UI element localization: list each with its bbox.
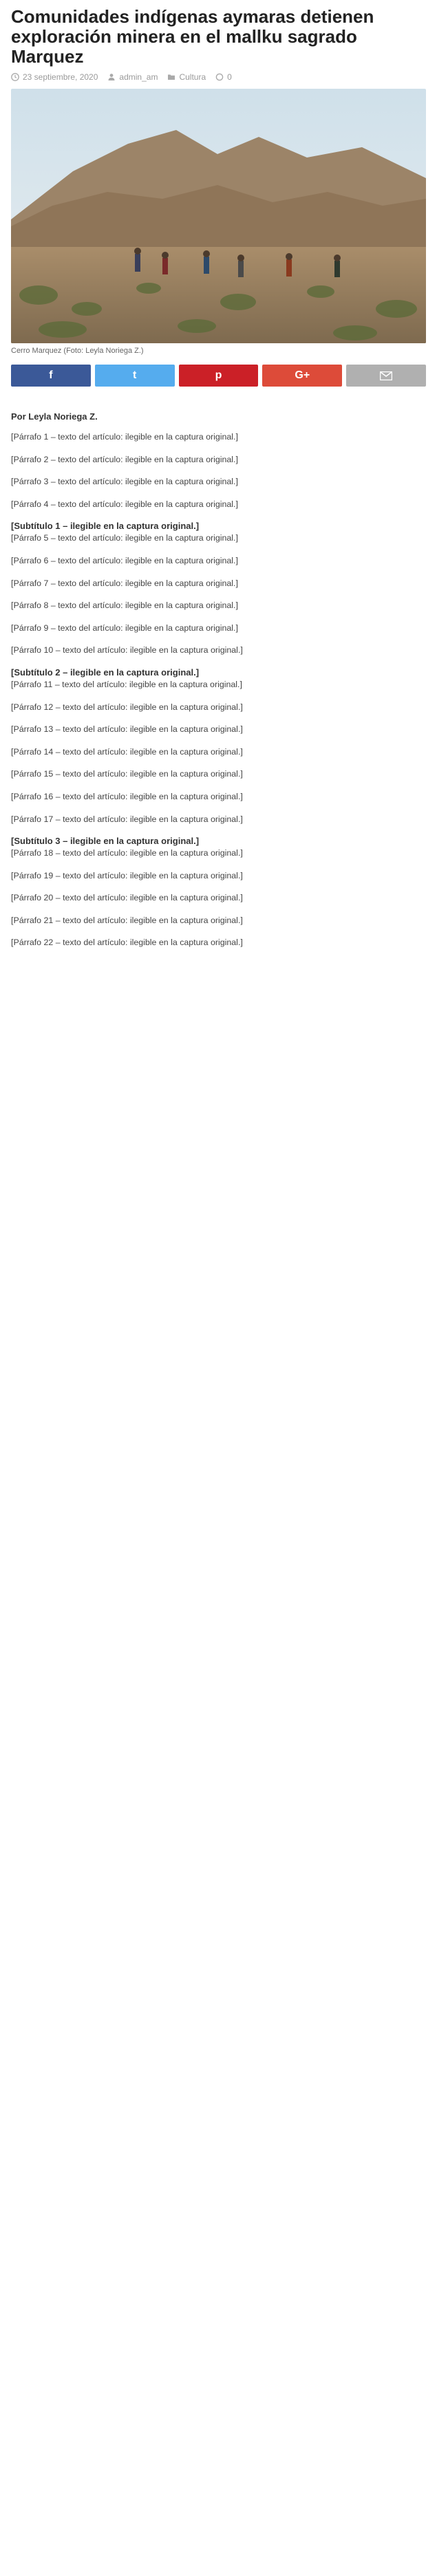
paragraph: [Párrafo 9 – texto del artículo: ilegible en la captura original.]	[11, 623, 238, 633]
paragraph: [Párrafo 6 – texto del artículo: ilegible en la captura original.]	[11, 555, 238, 565]
paragraph: [Párrafo 14 – texto del artículo: ilegible en la captura original.]	[11, 746, 243, 757]
pinterest-icon: p	[215, 369, 222, 381]
paragraph: [Párrafo 15 – texto del artículo: ilegible en la captura original.]	[11, 769, 243, 779]
paragraph: [Párrafo 22 – texto del artículo: ilegible en la captura original.]	[11, 938, 243, 948]
share-pinterest-button[interactable]	[179, 365, 259, 387]
meta-date	[11, 72, 98, 82]
share-email-button[interactable]	[346, 365, 426, 387]
photo-caption: Cerro Marquez (Foto: Leyla Noriega Z.)	[11, 347, 144, 355]
article-meta	[11, 72, 426, 82]
paragraph: [Párrafo 5 – texto del artículo: ilegible en la captura original.]	[11, 533, 238, 543]
share-twitter-button[interactable]	[95, 365, 175, 387]
paragraph: [Párrafo 18 – texto del artículo: ilegible en la captura original.]	[11, 848, 243, 858]
paragraph: [Párrafo 12 – texto del artículo: ilegible en la captura original.]	[11, 702, 243, 712]
paragraph: [Párrafo 16 – texto del artículo: ilegible en la captura original.]	[11, 791, 243, 801]
paragraph: [Párrafo 11 – texto del artículo: ilegible en la captura original.]	[11, 679, 242, 689]
section-heading: [Subtítulo 1 – ilegible en la captura original.]	[11, 521, 200, 532]
comment-icon	[215, 73, 224, 81]
author-link[interactable]: admin_am	[119, 72, 158, 82]
hero-photo	[11, 89, 426, 343]
paragraph: [Párrafo 4 – texto del artículo: ilegible en la captura original.]	[11, 499, 238, 509]
share-bar	[11, 365, 426, 387]
paragraph: [Párrafo 20 – texto del artículo: ilegible en la captura original.]	[11, 893, 243, 903]
paragraph: [Párrafo 10 – texto del artículo: ilegible en la captura original.]	[11, 645, 243, 656]
category-link[interactable]: Cultura	[179, 72, 206, 82]
paragraph: [Párrafo 13 – texto del artículo: ilegible en la captura original.]	[11, 724, 243, 735]
article-body	[11, 431, 426, 949]
clock-icon	[11, 73, 19, 81]
byline: Por Leyla Noriega Z.	[11, 411, 98, 422]
mountain-landscape-image	[11, 89, 426, 343]
paragraph: [Párrafo 1 – texto del artículo: ilegible en la captura original.]	[11, 432, 238, 442]
share-facebook-button[interactable]	[11, 365, 91, 387]
section-heading: [Subtítulo 3 – ilegible en la captura original.]	[11, 836, 200, 847]
facebook-icon: f	[49, 369, 53, 381]
date-text: 23 septiembre, 2020	[23, 72, 98, 82]
article-title: Comunidades indígenas aymaras detienen exploración minera en el mallku sagrado Marquez	[11, 6, 374, 67]
paragraph: [Párrafo 17 – texto del artículo: ilegible en la captura original.]	[11, 814, 243, 824]
folder-icon	[167, 73, 175, 81]
meta-comments[interactable]	[215, 72, 232, 82]
paragraph: [Párrafo 3 – texto del artículo: ilegible en la captura original.]	[11, 477, 238, 487]
share-googleplus-button[interactable]	[262, 365, 342, 387]
comments-count[interactable]: 0	[227, 72, 232, 82]
user-icon	[107, 73, 116, 81]
paragraph: [Párrafo 19 – texto del artículo: ilegible en la captura original.]	[11, 870, 243, 880]
meta-category[interactable]	[167, 72, 206, 82]
twitter-icon: t	[133, 369, 137, 381]
article-page	[0, 7, 437, 949]
email-icon	[380, 371, 392, 380]
section-heading: [Subtítulo 2 – ilegible en la captura original.]	[11, 667, 200, 678]
paragraph: [Párrafo 2 – texto del artículo: ilegible en la captura original.]	[11, 454, 238, 464]
paragraph: [Párrafo 21 – texto del artículo: ilegible en la captura original.]	[11, 915, 243, 925]
paragraph: [Párrafo 8 – texto del artículo: ilegible en la captura original.]	[11, 600, 238, 611]
meta-author[interactable]	[107, 72, 158, 82]
googleplus-icon: G+	[295, 369, 310, 381]
paragraph: [Párrafo 7 – texto del artículo: ilegible en la captura original.]	[11, 578, 238, 588]
